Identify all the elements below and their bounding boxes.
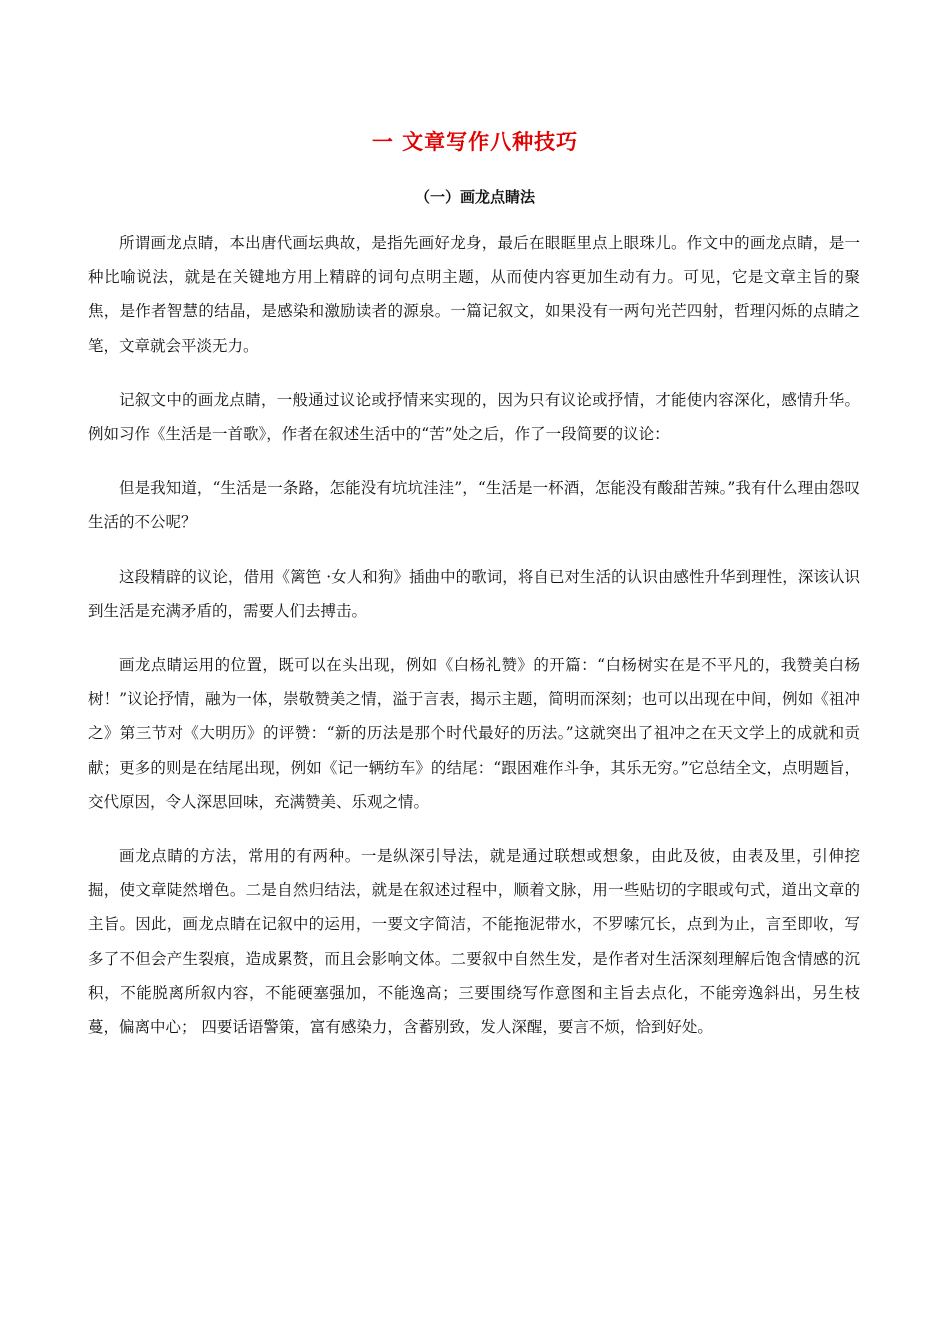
paragraph: 画龙点睛运用的位置，既可以在头出现，例如《白杨礼赞》的开篇：“白杨树实在是不平凡的，我赞美白杨树！”议论抒情，融为一体，崇敬赞美之情，溢于言表，揭示主题，简明而深刻；也可以出现在中间，例如《祖冲之》第三节对《大明历》的评赞：“新的历法是那个时代最好的历法。”这就突出了祖冲之在天文学上的成就和贡献；更多的则是在结尾出现，例如《记一辆纺车》的结尾：“跟困难作斗争，其乐无穷。”它总结全文，点明题旨，交代原因，令人深思回味，充满赞美、乐观之情。 [88,656,860,811]
paragraph: 画龙点睛的方法，常用的有两种。一是纵深引导法，就是通过联想或想象，由此及彼，由表及里，引伸挖掘，使文章陡然增色。二是自然归结法，就是在叙述过程中，顺着文脉，用一些贴切的字眼或句式，道出文章的主旨。因此，画龙点睛在记叙中的运用，一要文字简洁，不能拖泥带水，不罗嗦冗长，点到为止，言至即收，写多了不但会产生裂痕，造成累赘，而且会影响文体。二要叙中自然生发，是作者对生活深刻理解后饱含情感的沉积，不能脱离所叙内容，不能硬塞强加，不能逸高；三要围绕写作意图和主旨去点化，不能旁逸斜出，另生枝蔓，偏离中心； 四要话语警策，富有感染力，含蓄别致，发人深醒，要言不烦，恰到好处。 [88,847,860,1037]
paragraph: 所谓画龙点睛，本出唐代画坛典故，是指先画好龙身，最后在眼眶里点上眼珠儿。作文中的画龙点睛，是一种比喻说法，就是在关键地方用上精辟的词句点明主题，从而使内容更加生动有力。可见，它是文章主旨的聚焦，是作者智慧的结晶，是感染和激励读者的源泉。一篇记叙文，如果没有一两句光芒四射，哲理闪烁的点睛之笔，文章就会平淡无力。 [88,234,860,355]
paragraph: 但是我知道，“生活是一条路，怎能没有坑坑洼洼”，“生活是一杯酒，怎能没有酸甜苦辣。”我有什么理由怨叹生活的不公呢？ [88,479,860,532]
paragraph: 这段精辟的议论，借用《篱笆 ·女人和狗》插曲中的歌词，将自已对生活的认识由感性升华到理性，深该认识到生活是充满矛盾的，需要人们去搏击。 [88,567,860,620]
section-heading: （一）画龙点睛法 [414,188,535,207]
document-body [88,226,860,1064]
page-title: 一 文章写作八种技巧 [371,130,579,155]
paragraph: 记叙文中的画龙点睛，一般通过议论或抒情来实现的，因为只有议论或抒情，才能使内容深化，感情升华。例如习作《生活是一首歌》，作者在叙述生活中的“苦”处之后，作了一段简要的议论： [88,390,860,444]
